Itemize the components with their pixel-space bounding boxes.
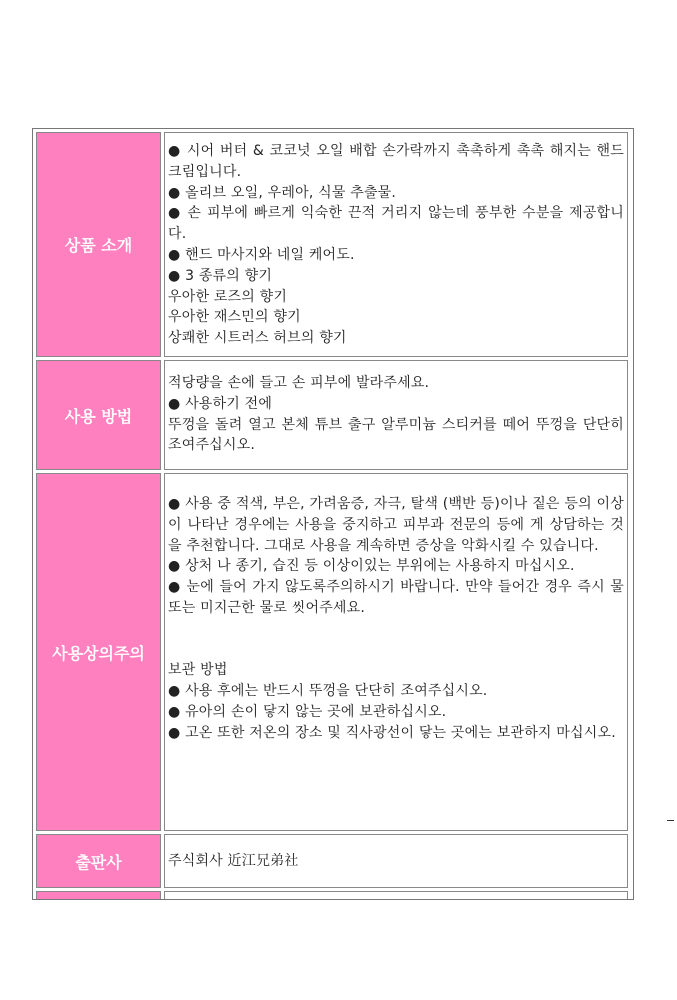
intro-line: ● 시어 버터 & 코코넛 오일 배합 손가락까지 촉촉하게 촉촉 해지는 핸드 크림입니다. <box>168 141 624 183</box>
intro-line: ● 핸드 마사지와 네일 케어도. <box>168 245 624 266</box>
spacer <box>168 640 624 661</box>
usage-line: ● 사용하기 전에 <box>168 394 624 415</box>
usage-content <box>164 360 628 470</box>
usage-label: 사용 방법 <box>36 360 161 470</box>
intro-row <box>36 132 628 357</box>
caution-content <box>164 473 628 831</box>
caution-line: ● 사용 후에는 반드시 뚜껑을 단단히 조여주십시오. <box>168 681 624 702</box>
caution-row <box>36 473 628 831</box>
intro-line: 우아한 로즈의 향기 <box>168 288 288 305</box>
usage-line: 뚜껑을 돌려 열고 본체 튜브 출구 알루미늄 스티커를 떼어 뚜껑을 단단히 조여주십시오. <box>168 416 624 454</box>
caution-line: ● 고온 또한 저온의 장소 및 직사광선이 닿는 곳에는 보관하지 마십시오. <box>168 723 624 744</box>
margin-mark <box>667 820 674 821</box>
publisher-content <box>164 834 628 888</box>
caution-line: ● 눈에 들어 가지 않도록주의하시기 바랍니다. 만약 들어간 경우 즉시 물 또는 미지근한 물로 씻어주세요. <box>168 577 624 619</box>
publisher-row <box>36 834 628 888</box>
caution-line: ● 상처 나 종기, 습진 등 이상이있는 부위에는 사용하지 마십시오. <box>168 556 624 577</box>
publisher-value: 주식회사 近江兄弟社 <box>168 853 299 869</box>
caution-line: ● 유아의 손이 닿지 않는 곳에 보관하십시오. <box>168 702 624 723</box>
intro-content <box>164 132 628 357</box>
caution-label: 사용상의주의 <box>36 473 161 831</box>
publisher-label: 출판사 <box>36 834 161 888</box>
product-info-table <box>32 128 634 900</box>
next-row <box>36 891 628 900</box>
intro-label: 상품 소개 <box>36 132 161 357</box>
next-row-content <box>164 891 628 900</box>
usage-line: 적당량을 손에 들고 손 피부에 발라주세요. <box>168 375 430 391</box>
intro-line: 상쾌한 시트러스 허브의 향기 <box>168 330 347 347</box>
spacer <box>168 619 624 640</box>
storage-heading: 보관 방법 <box>168 662 228 679</box>
intro-line: ● 손 피부에 빠르게 익숙한 끈적 거리지 않는데 풍부한 수분을 제공합니다. <box>168 203 624 245</box>
intro-line: ● 3 종류의 향기 <box>168 266 624 287</box>
intro-line: ● 올리브 오일, 우레아, 식물 추출물. <box>168 183 624 204</box>
intro-line: 우아한 재스민의 향기 <box>168 309 301 326</box>
next-row-label <box>36 891 161 900</box>
usage-row <box>36 360 628 470</box>
caution-line: ● 사용 중 적색, 부은, 가려움증, 자극, 탈색 (백반 등)이나 짙은 등의 이상이 나타난 경우에는 사용을 중지하고 피부과 전문의 등에 게 상담하는 것을 추천합니다. 그대로 사용을 계속하면 증상을 악화시킬 수 있습니다. <box>168 494 624 556</box>
